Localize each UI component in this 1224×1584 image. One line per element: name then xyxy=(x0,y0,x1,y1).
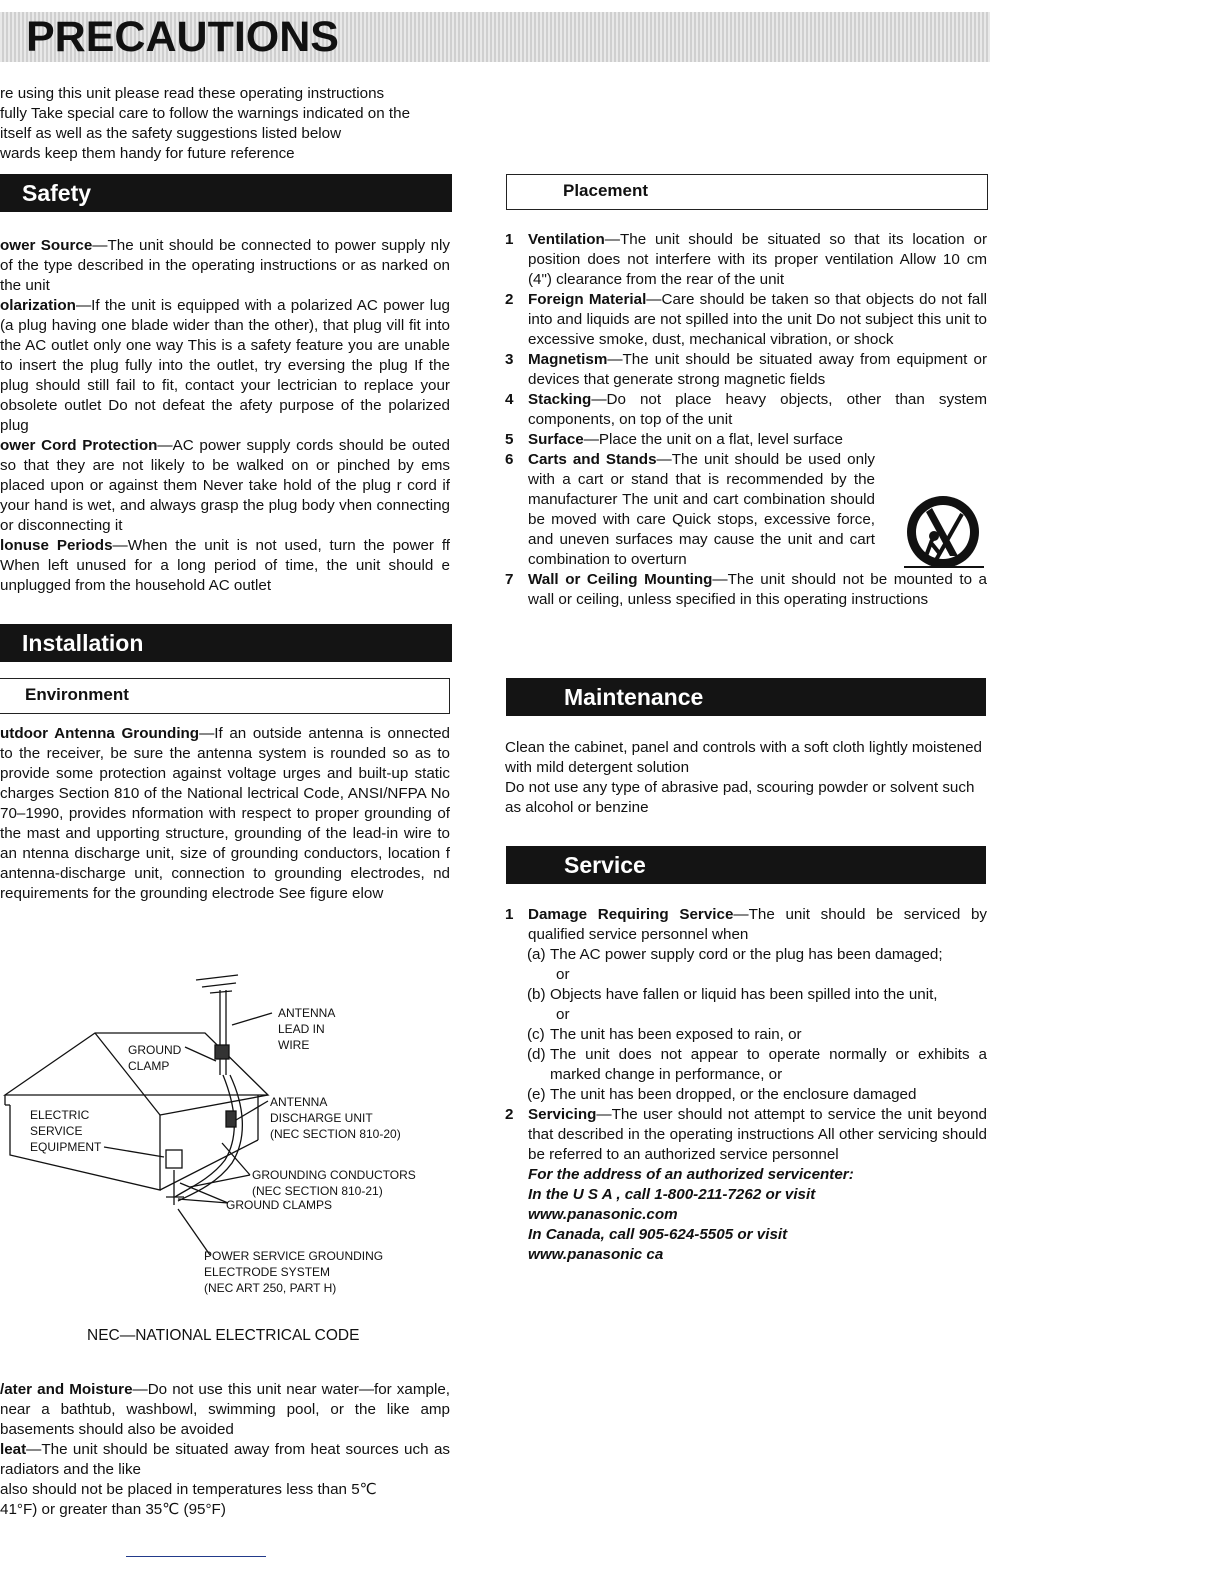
placement-heading: Placement xyxy=(563,181,649,200)
power-service-label: POWER SERVICE GROUNDING ELECTRODE SYSTEM (NEC ART 250, PART H) xyxy=(204,1249,384,1295)
safety-heading-bar xyxy=(0,174,452,212)
antenna-lead-label: ANTENNA LEAD IN WIRE xyxy=(278,1006,336,1052)
cart-warning-icon xyxy=(896,494,990,574)
temp-line: 41°F) or greater than 35℃ (95°F) xyxy=(0,1501,226,1518)
page-title: PRECAUTIONS xyxy=(26,13,339,61)
usa-website-link[interactable]: www.panasonic.com xyxy=(528,1206,678,1223)
placement-item: 1 Ventilation—The unit should be situated so that its location or position does not interfere with its proper ventilation Allow 10 cm (4") clearance from the rear of the unit xyxy=(505,231,987,288)
service-section xyxy=(505,905,987,1265)
grounding-diagram xyxy=(0,965,452,1305)
maintenance-section xyxy=(505,738,987,818)
environment-heading-box xyxy=(0,678,450,714)
placement-item: 2 Foreign Material—Care should be taken so that objects do not fall into and liquids are not spilled into the unit Do not subject this unit to excessive smoke, dust, mechanical vibration, or shock xyxy=(505,291,987,348)
safety-item: ower Cord Protection—AC power supply cords should be outed so that they are not likely to be walked on or pinched by ems placed upon or against them Never take hold of the plug r cord if your hand is wet, and always grasp the plug body vhen connecting or disconnecting it xyxy=(0,437,450,534)
placement-item: 5 Surface—Place the unit on a flat, level surface xyxy=(505,431,843,448)
service-heading-bar xyxy=(506,846,986,884)
diagram-caption: NEC—NATIONAL ELECTRICAL CODE xyxy=(87,1327,360,1344)
service-subitem: (d) The unit does not appear to operate normally or exhibits a marked change in performance, or xyxy=(527,1046,987,1083)
service-item: 1 Damage Requiring Service—The unit should be serviced by qualified service personnel when xyxy=(505,906,988,943)
service-subitem: (a) The AC power supply cord or the plug has been damaged; or xyxy=(527,946,943,983)
discharge-unit-label: ANTENNA DISCHARGE UNIT (NEC SECTION 810-20) xyxy=(270,1095,401,1141)
intro-text xyxy=(0,84,452,164)
service-subitem: (c) The unit has been exposed to rain, or xyxy=(527,1026,802,1043)
safety-section xyxy=(0,236,450,596)
placement-heading-box xyxy=(506,174,988,210)
placement-item: 3 Magnetism—The unit should be situated away from equipment or devices that generate strong magnetic fields xyxy=(505,351,987,388)
grounding-paragraph: utdoor Antenna Grounding—If an outside antenna is onnected to the receiver, be sure the antenna system is rounded so as to provide some protection against voltage urges and built-up static charges Section 810 of the National lectrical Code, ANSI/NFPA No 70–1990, provides nformation with respect to proper grounding of the mast and upporting structure, grounding of the lead-in wire to an ntenna discharge unit, size of grounding conductors, location f antenna-discharge unit, connection to grounding electrodes, nd requirements for the grounding electrode See figure elow xyxy=(0,725,450,902)
electric-service-label: ELECTRIC SERVICE EQUIPMENT xyxy=(30,1108,102,1154)
safety-item: lonuse Periods—When the unit is not used, turn the power ff When left unused for a long period of time, the unit should e unplugged from the household AC outlet xyxy=(0,537,451,594)
placement-item: 4 Stacking—Do not place heavy objects, other than system components, on top of the unit xyxy=(505,391,987,428)
ground-clamps-label: GROUND CLAMPS xyxy=(226,1198,333,1212)
canada-website-link[interactable]: www.panasonic ca xyxy=(528,1246,664,1263)
service-heading: Service xyxy=(564,852,646,878)
safety-heading: Safety xyxy=(22,180,92,206)
installation-heading: Installation xyxy=(22,630,144,656)
ground-clamp-label: GROUND CLAMP xyxy=(128,1043,182,1073)
grounding-conductors-label: GROUNDING CONDUCTORS (NEC SECTION 810-21) xyxy=(252,1168,416,1198)
maintenance-heading-bar xyxy=(506,678,986,716)
placement-item: 7 Wall or Ceiling Mounting—The unit should not be mounted to a wall or ceiling, unless specified in this operating instructions xyxy=(505,571,987,608)
installation-heading-bar xyxy=(0,624,452,662)
temp-line: also should not be placed in temperatures less than 5℃ xyxy=(0,1481,377,1498)
service-contact: For the address of an authorized servicenter: In the U S A , call 1-800-211-7262 or visit www.panasonic.com In Canada, call 905-624-5505 or visit www.panasonic ca xyxy=(505,1165,987,1265)
safety-item: ower Source—The unit should be connected to power supply nly of the type described in the operating instructions or as narked on the unit xyxy=(0,237,451,294)
maintenance-line: Do not use any type of abrasive pad, scouring powder or solvent such as alcohol or benzine xyxy=(505,779,975,816)
service-subitem: (e) The unit has been dropped, or the enclosure damaged xyxy=(527,1086,917,1103)
maintenance-heading: Maintenance xyxy=(564,684,704,710)
service-item: 2 Servicing—The user should not attempt to service the unit beyond that described in the operating instructions All other servicing should be referred to an authorized service personnel xyxy=(505,1106,987,1163)
maintenance-line: Clean the cabinet, panel and controls with a soft cloth lightly moistened with mild detergent solution xyxy=(505,739,982,776)
footer-rule xyxy=(126,1556,266,1557)
environment-heading: Environment xyxy=(25,685,129,704)
intro-line: itself as well as the safety suggestions listed below xyxy=(0,125,342,142)
safety-item: olarization—If the unit is equipped with a polarized AC power lug (a plug having one blade wider than the other), that plug vill fit into the AC outlet only one way This is a safety feature you are unable to insert the plug fully into the outlet, try eversing the plug If the plug should still fail to fit, contact your lectrician to replace your obsolete outlet Do not defeat the afety purpose of the polarized plug xyxy=(0,297,450,434)
intro-line: fully Take special care to follow the warnings indicated on the xyxy=(0,105,411,122)
intro-line: wards keep them handy for future reference xyxy=(0,145,295,162)
intro-line: re using this unit please read these operating instructions xyxy=(0,85,385,102)
environment-more: /ater and Moisture—Do not use this unit near water—for xample, near a bathtub, washbowl, swimming pool, or the like amp basements should also be avoided leat—The unit should be situated away from heat sources uch as radiators and the like also should not be placed in temperatures less than 5℃ 41°F) or greater than 35℃ (95°F) xyxy=(0,1381,450,1518)
service-subitem: (b) Objects have fallen or liquid has been spilled into the unit, or xyxy=(527,986,938,1023)
placement-item: 6 Carts and Stands—The unit should be used only with a cart or stand that is recommended by the manufacturer The unit and cart combination should be moved with care Quick stops, excessive force, and uneven surfaces may cause the unit and cart combination to overturn xyxy=(505,451,876,568)
